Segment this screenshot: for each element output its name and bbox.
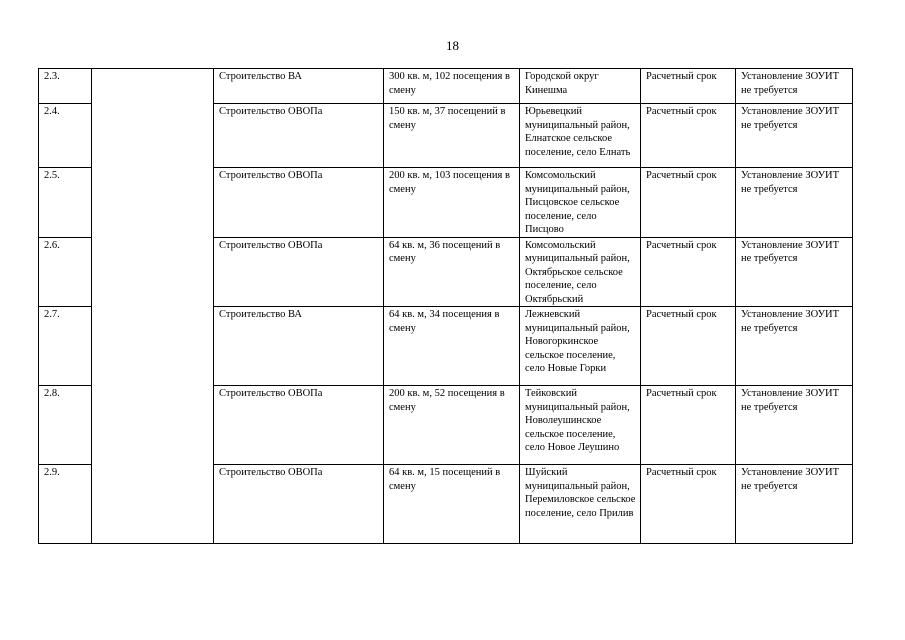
zouit-cell: Установление ЗОУИТ не требуется	[736, 237, 853, 307]
planning-table	[38, 68, 853, 544]
row-number: 2.7.	[39, 307, 92, 386]
capacity-cell: 200 кв. м, 103 посещения в смену	[384, 168, 520, 238]
capacity-cell: 200 кв. м, 52 посещения в смену	[384, 386, 520, 465]
page-number: 18	[446, 38, 459, 53]
object-cell: Строительство ВА	[214, 69, 384, 104]
row-number: 2.4.	[39, 104, 92, 168]
object-cell: Строительство ОВОПа	[214, 168, 384, 238]
capacity-cell: 64 кв. м, 36 посещений в смену	[384, 237, 520, 307]
term-cell: Расчетный срок	[641, 69, 736, 104]
location-cell: Комсомольский муниципальный район, Октябрьское сельское поселение, село Октябрьский	[520, 237, 641, 307]
capacity-cell: 64 кв. м, 15 посещений в смену	[384, 465, 520, 544]
term-cell: Расчетный срок	[641, 237, 736, 307]
row-number: 2.5.	[39, 168, 92, 238]
location-cell: Комсомольский муниципальный район, Писцовское сельское поселение, село Писцово	[520, 168, 641, 238]
zouit-cell: Установление ЗОУИТ не требуется	[736, 104, 853, 168]
capacity-cell: 150 кв. м, 37 посещений в смену	[384, 104, 520, 168]
zouit-cell: Установление ЗОУИТ не требуется	[736, 465, 853, 544]
zouit-cell: Установление ЗОУИТ не требуется	[736, 69, 853, 104]
location-cell: Юрьевецкий муниципальный район, Елнатское сельское поселение, село Елнать	[520, 104, 641, 168]
term-cell: Расчетный срок	[641, 386, 736, 465]
object-cell: Строительство ОВОПа	[214, 465, 384, 544]
row-number: 2.8.	[39, 386, 92, 465]
location-cell: Лежневский муниципальный район, Новогоркинское сельское поселение, село Новые Горки	[520, 307, 641, 386]
location-cell: Тейковский муниципальный район, Новолеушинское сельское поселение, село Новое Леушино	[520, 386, 641, 465]
zouit-cell: Установление ЗОУИТ не требуется	[736, 307, 853, 386]
object-cell: Строительство ВА	[214, 307, 384, 386]
row-number: 2.3.	[39, 69, 92, 104]
term-cell: Расчетный срок	[641, 104, 736, 168]
term-cell: Расчетный срок	[641, 465, 736, 544]
zouit-cell: Установление ЗОУИТ не требуется	[736, 168, 853, 238]
term-cell: Расчетный срок	[641, 307, 736, 386]
object-cell: Строительство ОВОПа	[214, 104, 384, 168]
term-cell: Расчетный срок	[641, 168, 736, 238]
capacity-cell: 64 кв. м, 34 посещения в смену	[384, 307, 520, 386]
location-cell: Городской округ Кинешма	[520, 69, 641, 104]
location-cell: Шуйский муниципальный район, Перемиловское сельское поселение, село Прилив	[520, 465, 641, 544]
zouit-cell: Установление ЗОУИТ не требуется	[736, 386, 853, 465]
merged-empty-cell	[92, 69, 214, 544]
object-cell: Строительство ОВОПа	[214, 237, 384, 307]
table-row	[39, 69, 853, 104]
row-number: 2.9.	[39, 465, 92, 544]
row-number: 2.6.	[39, 237, 92, 307]
object-cell: Строительство ОВОПа	[214, 386, 384, 465]
capacity-cell: 300 кв. м, 102 посещения в смену	[384, 69, 520, 104]
